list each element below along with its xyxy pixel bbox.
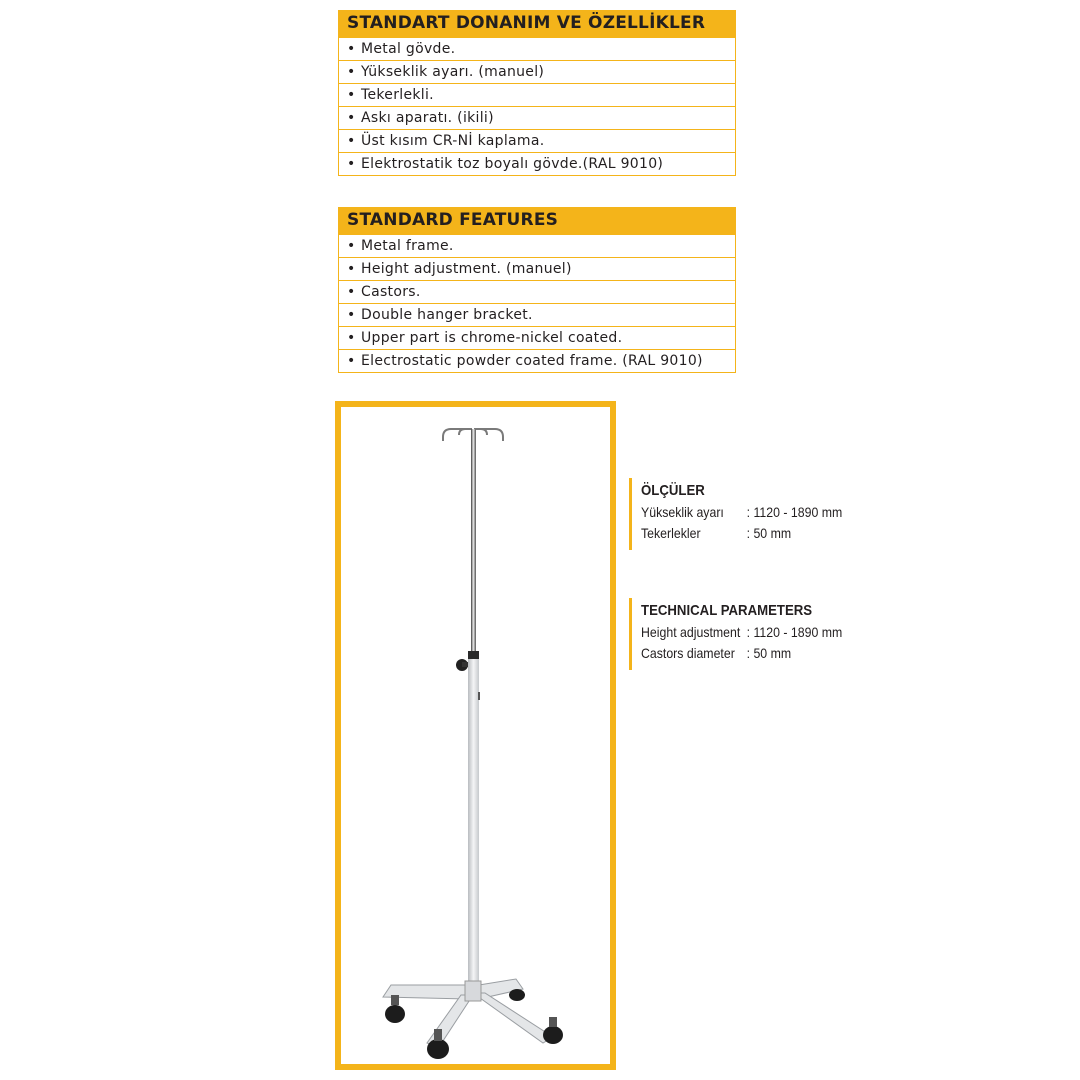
item-text: Askı aparatı. (ikili) — [361, 110, 494, 126]
item-text: Üst kısım CR-Nİ kaplama. — [361, 133, 545, 149]
list-item — [339, 303, 735, 326]
olculer-title: ÖLÇÜLER — [641, 482, 705, 499]
spec-value: : 1120 - 1890 mm — [746, 504, 843, 520]
spec-value: : 50 mm — [746, 645, 792, 661]
technical-parameters-block — [629, 598, 843, 670]
item-text: Yükseklik ayarı. (manuel) — [361, 64, 545, 80]
spec-row — [641, 643, 812, 664]
list-item — [339, 37, 735, 60]
list-item — [339, 106, 735, 129]
item-text: Upper part is chrome-nickel coated. — [361, 330, 623, 346]
item-text: Metal gövde. — [361, 41, 456, 57]
standart-donanim-table — [338, 10, 736, 176]
list-item — [339, 129, 735, 152]
list-item — [339, 280, 735, 303]
bullet-icon: • — [347, 307, 356, 323]
item-text: Electrostatic powder coated frame. (RAL 9010) — [361, 353, 703, 369]
bullet-icon: • — [347, 64, 356, 80]
spec-label: Height adjustment — [641, 624, 741, 640]
item-text: Elektrostatik toz boyalı gövde.(RAL 9010) — [361, 156, 664, 172]
bullet-icon: • — [347, 133, 356, 149]
list-item — [339, 83, 735, 106]
bullet-icon: • — [347, 110, 356, 126]
bullet-icon: • — [347, 353, 356, 369]
spec-label: Castors diameter — [641, 645, 735, 661]
standart-donanim-title: STANDART DONANIM VE ÖZELLİKLER — [339, 11, 735, 37]
item-text: Height adjustment. (manuel) — [361, 261, 572, 277]
standard-features-title: STANDARD FEATURES — [339, 208, 735, 234]
item-text: Tekerlekli. — [361, 87, 434, 103]
bullet-icon: • — [347, 41, 356, 57]
spec-label: Tekerlekler — [641, 525, 701, 541]
bullet-icon: • — [347, 156, 356, 172]
bullet-icon: • — [347, 284, 356, 300]
spec-label: Yükseklik ayarı — [641, 504, 724, 520]
standard-features-table — [338, 207, 736, 373]
list-item — [339, 234, 735, 257]
spec-row — [641, 622, 843, 643]
item-text: Castors. — [361, 284, 421, 300]
list-item — [339, 349, 735, 372]
bullet-icon: • — [347, 330, 356, 346]
list-item — [339, 152, 735, 175]
bullet-icon: • — [347, 261, 356, 277]
spec-row — [641, 523, 792, 544]
list-item — [339, 257, 735, 280]
bullet-icon: • — [347, 238, 356, 254]
product-image-frame — [335, 401, 616, 1070]
list-item — [339, 60, 735, 83]
olculer-block — [629, 478, 843, 550]
spec-row — [641, 502, 843, 523]
bullet-icon: • — [347, 87, 356, 103]
list-item — [339, 326, 735, 349]
technical-parameters-title: TECHNICAL PARAMETERS — [641, 602, 813, 619]
item-text: Metal frame. — [361, 238, 454, 254]
iv-stand-icon — [341, 407, 610, 1064]
item-text: Double hanger bracket. — [361, 307, 533, 323]
spec-value: : 1120 - 1890 mm — [746, 624, 843, 640]
spec-value: : 50 mm — [746, 525, 792, 541]
